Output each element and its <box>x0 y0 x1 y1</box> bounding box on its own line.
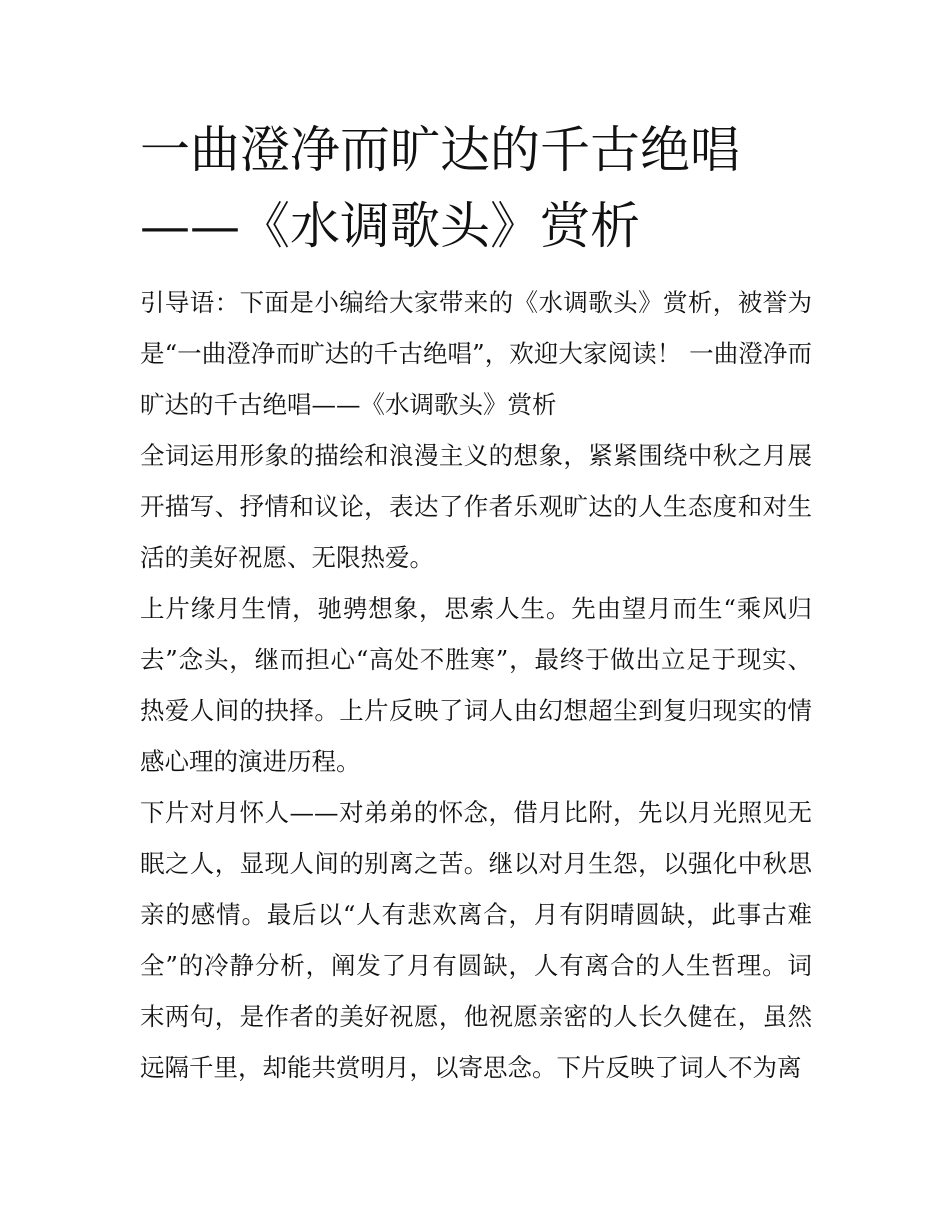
document-title <box>140 112 820 264</box>
paragraph-summary: 全词运用形象的描绘和浪漫主义的想象，紧紧围绕中秋之月展开描写、抒情和议论，表达了作者乐观旷达的人生态度和对生活的美好祝愿、无限热爱。 <box>140 441 812 572</box>
paragraph-intro: 引导语：下面是小编给大家带来的《水调歌头》赏析，被誉为是“一曲澄净而旷达的千古绝唱”，欢迎大家阅读！ 一曲澄净而旷达的千古绝唱——《水调歌头》赏析 <box>140 288 812 419</box>
document-body <box>140 277 812 1093</box>
title-line-1: 一曲澄净而旷达的千古绝唱 <box>140 121 740 179</box>
paragraph-first-half: 上片缘月生情，驰骋想象，思索人生。先由望月而生“乘风归去”念头，继而担心“高处不胜寒”，最终于做出立足于现实、热爱人间的抉择。上片反映了词人由幻想超尘到复归现实的情感心理的演进历程。 <box>140 594 812 776</box>
paragraph-second-half: 下片对月怀人——对弟弟的怀念，借月比附，先以月光照见无眠之人，显现人间的别离之苦。继以对月生怨，以强化中秋思亲的感情。最后以“人有悲欢离合，月有阴晴圆缺，此事古难全”的冷静分析，阐发了月有圆缺，人有离合的人生哲理。词末两句，是作者的美好祝愿，他祝愿亲密的人长久健在，虽然远隔千里，却能共赏明月，以寄思念。下片反映了词人不为离 <box>140 798 812 1082</box>
title-line-2: ——《水调歌头》赏析 <box>140 197 640 255</box>
